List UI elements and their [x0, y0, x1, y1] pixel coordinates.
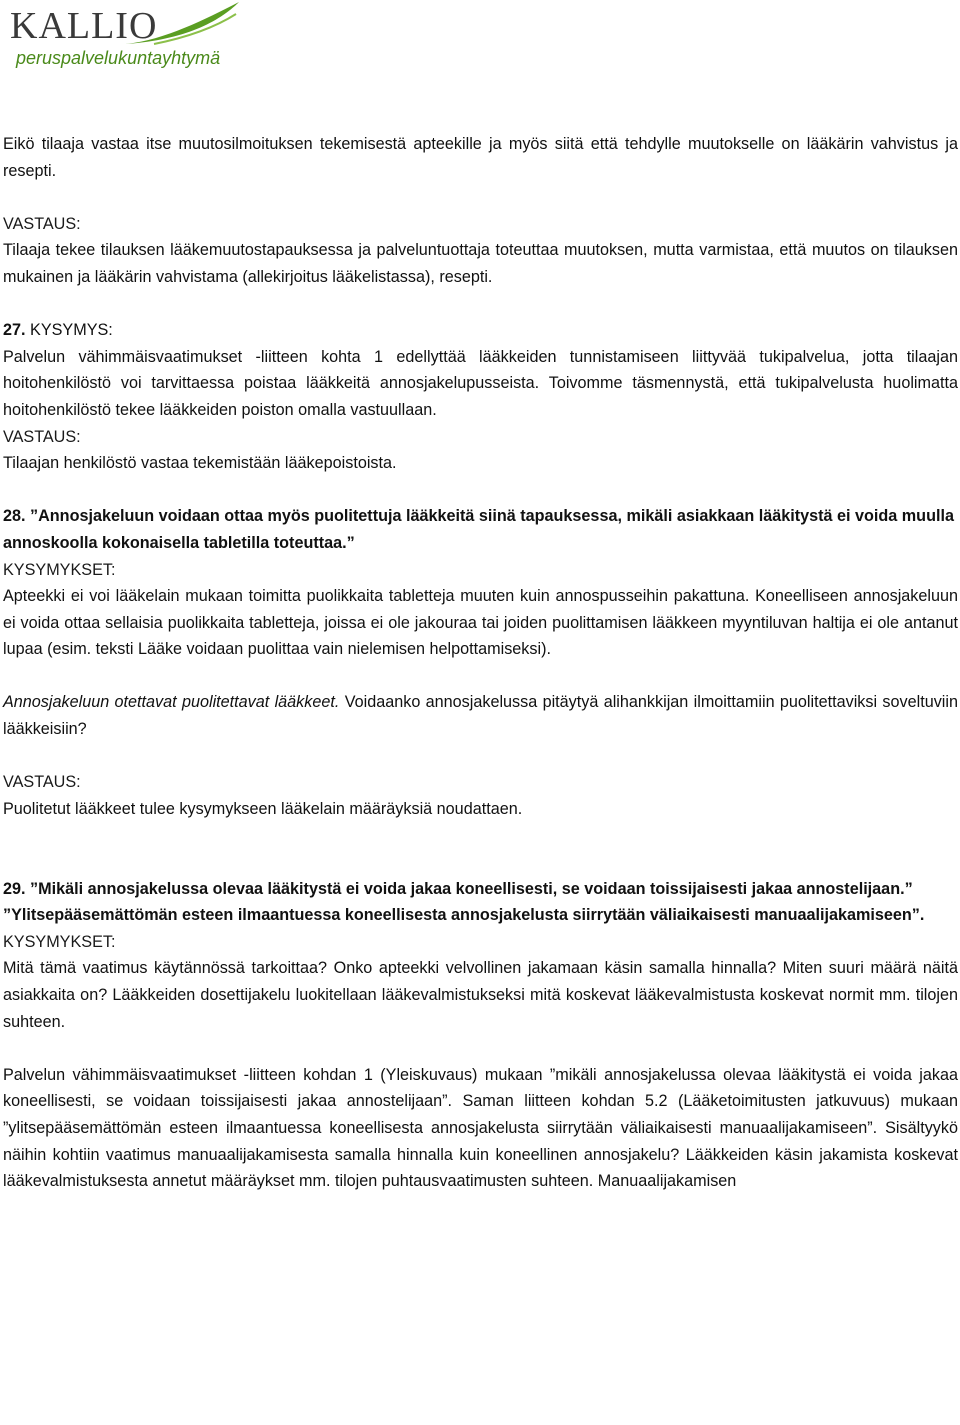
q29-heading [3, 876, 958, 929]
q27-label: KYSYMYS: [30, 321, 113, 340]
q28-answer: Puolitetut lääkkeet tulee kysymykseen lääkelain määräyksiä noudattaen. [3, 799, 523, 818]
q28-heading [3, 503, 958, 556]
q28-label: KYSYMYKSET: [3, 560, 116, 579]
q28-answer-label: VASTAUS: [3, 773, 81, 792]
q26-answer: Tilaaja tekee tilauksen lääkemuutostapauksessa ja palveluntuottaja toteuttaa muutoksen, mutta varmistaa, että muutos on tilauksen mukainen ja lääkärin vahvistama (allekirjoitus lääkelistassa), resepti. [3, 241, 958, 286]
kallio-logo [4, 0, 244, 80]
q28-quote: ”Annosjakeluun voidaan ottaa myös puolitettuja lääkkeitä siinä tapauksessa, mikäli asiakkaan lääkitystä ei voida muulla annoskoolla kokonaisella tabletilla toteuttaa.” [3, 507, 954, 552]
q27-answer-label: VASTAUS: [3, 427, 81, 446]
leaf-swoosh-icon [124, 0, 244, 50]
q27-number: 27. [3, 321, 26, 340]
q26-answer-label: VASTAUS: [3, 214, 81, 233]
q27-question: Palvelun vähimmäisvaatimukset -liitteen kohta 1 edellyttää lääkkeiden tunnistamiseen liittyvää tukipalvelua, jotta tilaajan hoitohenkilöstö voi tarvittaessa poistaa lääkkeitä annosjakelupusseista. Toivomme täsmennystä, että tukipalvelusta huolimatta hoitohenkilöstö tekee lääkkeiden poiston omalla vastuullaan. [3, 347, 958, 419]
document-body [3, 131, 958, 1195]
q28-italic: Annosjakeluun otettavat puolitettavat lääkkeet. [3, 693, 340, 712]
q29-quote: ”Mikäli annosjakelussa olevaa lääkitystä ei voida jakaa koneellisesti, se voidaan toissijaisesti jakaa annostelijaan.” ”Ylitsepääsemättömän esteen ilmaantuessa koneellisesta annosjakelusta siirrytään väliaikaisesti manuaalijakamiseen”. [3, 879, 925, 925]
q29-question: Mitä tämä vaatimus käytännössä tarkoittaa? Onko apteekki velvollinen jakamaan käsin samalla hinnalla? Miten suuri määrä näitä asiakkaita on? Lääkkeiden dosettijakelu luokitellaan lääkevalmistukseksi mitä koskevat lääkevalmistusta koskevat normit mm. tilojen suhteen. [3, 959, 958, 1031]
q29-paragraph: Palvelun vähimmäisvaatimukset -liitteen kohdan 1 (Yleiskuvaus) mukaan ”mikäli annosjakelussa olevaa lääkitystä ei voida jakaa koneellisesti, se voidaan toissijaisesti jakaa annostelijaan”. Saman liitteen kohdan 5.2 (Lääketoimitusten jatkuvuus) mukaan ”ylitsepääsemättömän esteen ilmaantuessa koneellisesta annosjakelusta siirrytään väliaikaisesti manuaalijakamiseen”. Sisältyykö näihin kohtiin vaatimus manuaalijakamisesta samalla hinnalla kuin koneellinen annosjakelu? Lääkkeiden käsin jakamista koskevat lääkevalmistuksesta annetut määräykset mm. tilojen puhtausvaatimusten suhteen. Manuaalijakamisen [3, 1065, 958, 1191]
q27-answer: Tilaajan henkilöstö vastaa tekemistään lääkepoistoista. [3, 454, 397, 473]
q26-question: Eikö tilaaja vastaa itse muutosilmoituksen tekemisestä apteekille ja myös siitä että tehdylle muutokselle on lääkärin vahvistus ja resepti. [3, 135, 958, 180]
q28-question2-paragraph [3, 689, 958, 742]
logo-wordmark: KALLIO [10, 5, 158, 47]
q28-number: 28. [3, 507, 26, 526]
q28-question2: Voidaanko annosjakelussa pitäytyä alihankkijan ilmoittamiin puolitettaviksi soveltuviin lääkkeisiin? [3, 693, 958, 739]
q29-label: KYSYMYKSET: [3, 932, 116, 951]
q29-number: 29. [3, 879, 26, 898]
q27-heading [3, 317, 958, 344]
q28-question: Apteekki ei voi lääkelain mukaan toimitta puolikkaita tabletteja muuten kuin annospusseihin pakattuna. Koneelliseen annosjakeluun ei voida ottaa sellaisia puolikkaita tabletteja, joissa ei ole jakouraa tai joiden puolittamisen lääkkeen myyntiluvan haltija ei ole antanut lupaa (esim. teksti Lääke voidaan puolittaa vain nielemisen helpottamiseksi). [3, 587, 958, 659]
logo-subtitle: peruspalvelukuntayhtymä [16, 48, 221, 68]
